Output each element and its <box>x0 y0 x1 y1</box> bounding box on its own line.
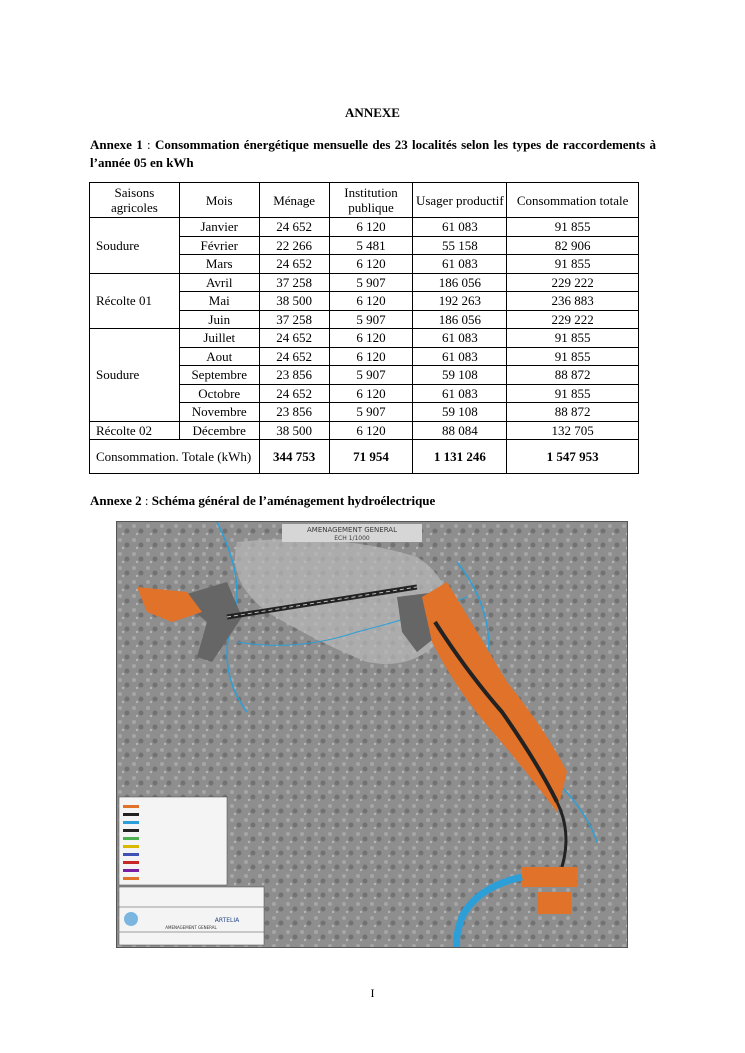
table-row <box>90 329 639 348</box>
consumption-table <box>89 182 639 474</box>
cell-menage: 37 258 <box>259 310 329 329</box>
annex2-separator: : <box>141 493 152 508</box>
cell-menage: 24 652 <box>259 255 329 274</box>
cell-mois: Janvier <box>179 218 259 237</box>
power-house <box>522 867 577 887</box>
cell-menage: 23 856 <box>259 403 329 422</box>
annex1-label: Annexe 1 <box>90 137 143 152</box>
annex1-separator: : <box>142 137 155 152</box>
cell-mois: Décembre <box>179 421 259 440</box>
header-mois: Mois <box>179 183 259 218</box>
cell-total: 132 705 <box>507 421 639 440</box>
cell-institution: 5 907 <box>329 403 413 422</box>
header-usager: Usager productif <box>413 183 507 218</box>
season-cell: Récolte 01 <box>90 273 180 329</box>
cartouche-emblem <box>124 912 138 926</box>
cell-mois: Juillet <box>179 329 259 348</box>
cell-total: 91 855 <box>507 384 639 403</box>
cell-institution: 5 481 <box>329 236 413 255</box>
cell-menage: 37 258 <box>259 273 329 292</box>
cell-institution: 6 120 <box>329 384 413 403</box>
table-header-row <box>90 183 639 218</box>
cell-institution: 6 120 <box>329 218 413 237</box>
cell-total: 82 906 <box>507 236 639 255</box>
cell-total: 91 855 <box>507 329 639 348</box>
cell-usager: 59 108 <box>413 366 507 385</box>
cell-usager: 61 083 <box>413 384 507 403</box>
cell-total: 88 872 <box>507 403 639 422</box>
cell-menage: 24 652 <box>259 384 329 403</box>
total-consommation: 1 547 953 <box>507 440 639 474</box>
substation <box>537 892 572 914</box>
cell-menage: 23 856 <box>259 366 329 385</box>
cell-mois: Mars <box>179 255 259 274</box>
total-usager: 1 131 246 <box>413 440 507 474</box>
map-banner-scale: ECH 1/1000 <box>334 535 370 542</box>
annex1-title: Consommation énergétique mensuelle des 23 localités selon les types de raccordements à l’année 05 en kWh <box>90 137 656 170</box>
table-row <box>90 218 639 237</box>
annex2-label: Annexe 2 <box>90 493 142 508</box>
map-cartouche <box>119 887 264 945</box>
cell-total: 236 883 <box>507 292 639 311</box>
cell-usager: 61 083 <box>413 347 507 366</box>
total-institution: 71 954 <box>329 440 413 474</box>
cell-menage: 24 652 <box>259 329 329 348</box>
cell-total: 91 855 <box>507 255 639 274</box>
cell-institution: 6 120 <box>329 347 413 366</box>
header-institution: Institution publique <box>329 183 413 218</box>
cell-usager: 192 263 <box>413 292 507 311</box>
cell-mois: Juin <box>179 310 259 329</box>
cell-mois: Mai <box>179 292 259 311</box>
cell-usager: 61 083 <box>413 218 507 237</box>
cell-institution: 6 120 <box>329 292 413 311</box>
table-total-row <box>90 440 639 474</box>
map-drawing <box>117 522 627 947</box>
cell-mois: Avril <box>179 273 259 292</box>
cell-usager: 186 056 <box>413 273 507 292</box>
cell-menage: 24 652 <box>259 347 329 366</box>
cell-institution: 5 907 <box>329 273 413 292</box>
cell-mois: Aout <box>179 347 259 366</box>
cell-menage: 24 652 <box>259 218 329 237</box>
table-row <box>90 273 639 292</box>
cell-usager: 61 083 <box>413 329 507 348</box>
table-row <box>90 421 639 440</box>
cell-mois: Octobre <box>179 384 259 403</box>
cartouche-logo: ARTELIA <box>214 917 240 924</box>
map-banner-title: AMENAGEMENT GENERAL <box>307 526 397 534</box>
cell-menage: 38 500 <box>259 292 329 311</box>
total-menage: 344 753 <box>259 440 329 474</box>
cell-institution: 6 120 <box>329 421 413 440</box>
cell-institution: 6 120 <box>329 329 413 348</box>
cell-usager: 186 056 <box>413 310 507 329</box>
cell-institution: 5 907 <box>329 366 413 385</box>
cell-usager: 55 158 <box>413 236 507 255</box>
cell-total: 91 855 <box>507 218 639 237</box>
annex2-title: Schéma général de l’aménagement hydroélectrique <box>151 493 436 508</box>
cell-usager: 61 083 <box>413 255 507 274</box>
header-total: Consommation totale <box>507 183 639 218</box>
cell-usager: 59 108 <box>413 403 507 422</box>
cell-institution: 6 120 <box>329 255 413 274</box>
cell-usager: 88 084 <box>413 421 507 440</box>
hydro-scheme-map <box>116 521 628 948</box>
page-title: ANNEXE <box>345 105 400 120</box>
season-cell: Récolte 02 <box>90 421 180 440</box>
annex2-caption <box>90 492 435 510</box>
cell-total: 91 855 <box>507 347 639 366</box>
cell-institution: 5 907 <box>329 310 413 329</box>
total-label: Consommation. Totale (kWh) <box>90 440 260 474</box>
cell-mois: Février <box>179 236 259 255</box>
cell-mois: Septembre <box>179 366 259 385</box>
cell-menage: 38 500 <box>259 421 329 440</box>
annex1-caption <box>90 136 656 172</box>
page-number: I <box>370 986 375 1000</box>
cell-mois: Novembre <box>179 403 259 422</box>
header-menage: Ménage <box>259 183 329 218</box>
season-cell: Soudure <box>90 329 180 422</box>
cell-total: 88 872 <box>507 366 639 385</box>
header-saisons: Saisons agricoles <box>90 183 180 218</box>
cell-total: 229 222 <box>507 273 639 292</box>
cartouche-caption: AMENAGEMENT GENERAL <box>165 925 217 930</box>
cell-total: 229 222 <box>507 310 639 329</box>
season-cell: Soudure <box>90 218 180 274</box>
cell-menage: 22 266 <box>259 236 329 255</box>
